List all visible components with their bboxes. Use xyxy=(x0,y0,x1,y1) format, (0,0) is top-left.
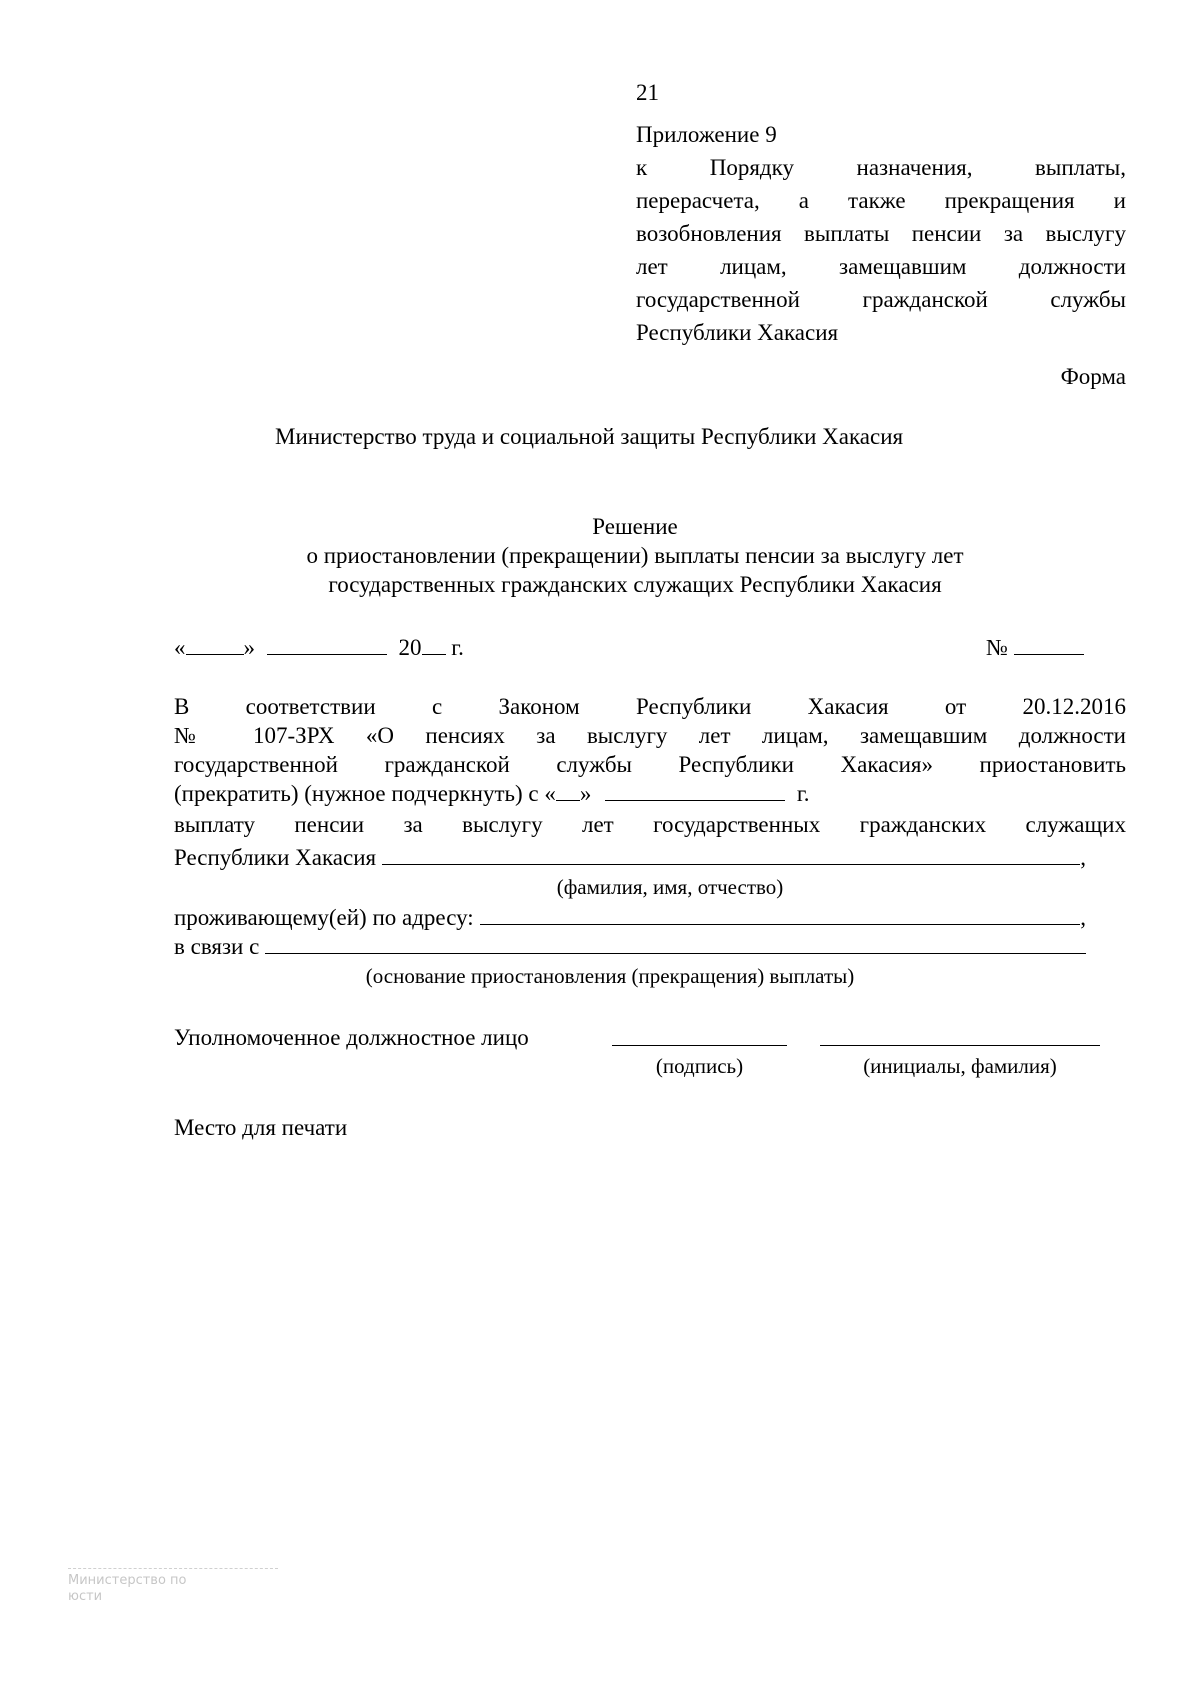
appendix-line: к Порядку назначения, выплаты, xyxy=(636,155,1126,180)
appendix-block xyxy=(636,120,1126,347)
faint-stamp xyxy=(68,1568,288,1628)
number-sign: № xyxy=(986,635,1008,660)
body-text-span: Республики Хакасия xyxy=(174,845,377,870)
body-text-span: г. xyxy=(796,781,810,806)
body-line: № 107-ЗРХ «О пенсиях за выслугу лет лицам, замещавшим должности xyxy=(174,723,1126,748)
caption-fio: (фамилия, имя, отчество) xyxy=(556,875,784,899)
address-row xyxy=(174,903,1086,932)
body-text-span: , xyxy=(1080,905,1086,930)
appendix-line: возобновления выплаты пенсии за выслугу xyxy=(636,221,1126,246)
appendix-line: лет лицам, замещавшим должности xyxy=(636,254,1126,279)
stamp-line xyxy=(68,1568,278,1569)
appendix-line: Республики Хакасия xyxy=(636,320,839,345)
form-label: Форма xyxy=(1060,364,1126,389)
reason-label: в связи с xyxy=(174,934,260,959)
year-prefix: 20 xyxy=(398,635,422,660)
seal-place: Место для печати xyxy=(174,1115,348,1140)
body-text-span: , xyxy=(1080,845,1086,870)
signature-field[interactable] xyxy=(612,1045,787,1046)
address-label: проживающему(ей) по адресу: xyxy=(174,905,474,930)
stamp-text: Министерство по xyxy=(68,1573,187,1588)
decision-subtitle: государственных гражданских служащих Республики Хакасия xyxy=(328,572,942,597)
year-suffix: г. xyxy=(451,635,464,660)
body-text-span: » xyxy=(579,781,592,806)
stamp-text: юсти xyxy=(68,1589,103,1604)
ministry-name: Министерство труда и социальной защиты Республики Хакасия xyxy=(275,424,904,449)
month-field[interactable] xyxy=(267,634,387,655)
decision-heading xyxy=(150,512,1120,599)
body-line-start-date xyxy=(174,779,1126,808)
appendix-title: Приложение 9 xyxy=(636,122,777,147)
decision-subtitle: о приостановлении (прекращении) выплаты пенсии за выслугу лет xyxy=(306,543,964,568)
body-text xyxy=(174,692,1126,839)
body-line: выплату пенсии за выслугу лет государственных гражданских служащих xyxy=(174,812,1126,837)
appendix-line: перерасчета, а также прекращения и xyxy=(636,188,1126,213)
reason-row xyxy=(174,932,1086,961)
decision-title: Решение xyxy=(592,514,678,539)
start-month-field[interactable] xyxy=(605,780,785,801)
signature-label: Уполномоченное должностное лицо xyxy=(174,1025,529,1050)
body-text-span: (прекратить) (нужное подчеркнуть) с « xyxy=(174,781,556,806)
body-line: государственной гражданской службы Республики Хакасия» приостановить xyxy=(174,752,1126,777)
page-number: 21 xyxy=(636,80,659,105)
number-line xyxy=(986,633,1084,662)
fio-field[interactable] xyxy=(382,844,1080,865)
caption-initials: (инициалы, фамилия) xyxy=(863,1054,1057,1078)
address-field[interactable] xyxy=(480,904,1081,925)
fio-row xyxy=(174,843,1086,872)
number-field[interactable] xyxy=(1014,634,1084,655)
start-day-field[interactable] xyxy=(556,780,580,801)
caption-signature: (подпись) xyxy=(655,1054,744,1078)
body-line: В соответствии с Законом Республики Хакасия от 20.12.2016 xyxy=(174,694,1126,719)
appendix-line: государственной гражданской службы xyxy=(636,287,1126,312)
date-line xyxy=(174,633,464,662)
day-field[interactable] xyxy=(186,634,244,655)
year-field[interactable] xyxy=(422,634,446,655)
reason-field[interactable] xyxy=(265,933,1086,954)
quote-close: » xyxy=(243,635,255,660)
quote-open: « xyxy=(174,635,186,660)
name-field[interactable] xyxy=(820,1045,1100,1046)
caption-reason: (основание приостановления (прекращения) выплаты) xyxy=(365,964,855,988)
